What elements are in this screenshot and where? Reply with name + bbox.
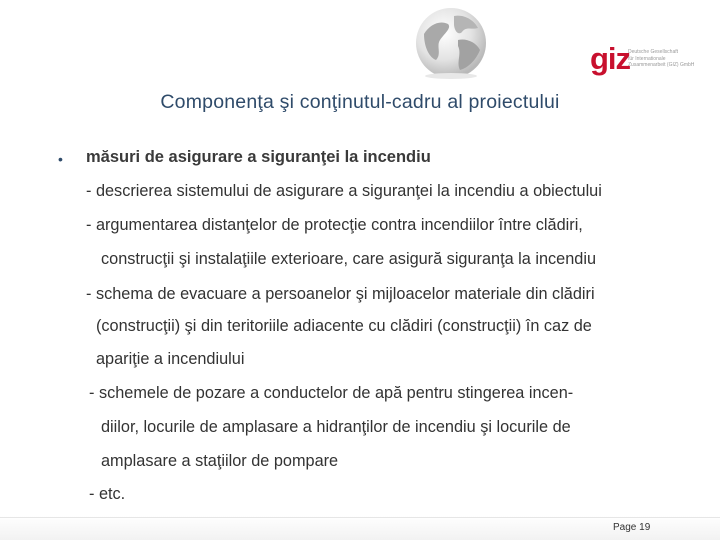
giz-logo (590, 41, 700, 76)
body-line: diilor, locurile de amplasare a hidranţilor de incendiu şi locurile de (101, 418, 571, 436)
slide-title: Componenţa şi conţinutul-cadru al proiectului (160, 91, 560, 113)
body-line: - schema de evacuare a persoanelor şi mijloacelor materiale din clădiri (86, 285, 595, 303)
body-line: - descrierea sistemului de asigurare a siguranţei la incendiu a obiectului (86, 182, 602, 200)
bullet-heading: măsuri de asigurare a siguranţei la incendiu (86, 148, 431, 166)
footer-divider (0, 517, 720, 518)
body-line: amplasare a staţiilor de pompare (101, 452, 339, 470)
globe-icon (414, 6, 488, 80)
body-line: - argumentarea distanţelor de protecţie contra incendiilor între clădiri, (86, 216, 583, 234)
footer-band (0, 516, 720, 540)
body-line: (construcţii) şi din teritoriile adiacente cu clădiri (construcţii) în caz de (96, 317, 592, 335)
bullet-dot: • (58, 151, 63, 167)
logo-line: Deutsche Gesellschaft (628, 49, 679, 55)
body-line: construcţii şi instalaţiile exterioare, care asigură siguranţa la incendiu (101, 250, 597, 268)
logo-mark: giz (590, 41, 631, 76)
logo-line: für Internationale (628, 55, 666, 62)
body-line: - etc. (89, 485, 126, 503)
logo-line: Zusammenarbeit (GIZ) GmbH (628, 62, 695, 69)
globe-image (414, 6, 488, 80)
body-line: - schemele de pozare a conductelor de apă pentru stingerea incen- (89, 384, 574, 402)
page-number: Page 19 (613, 522, 651, 533)
logo-text (628, 49, 694, 69)
body-line: apariţie a incendiului (96, 350, 245, 368)
